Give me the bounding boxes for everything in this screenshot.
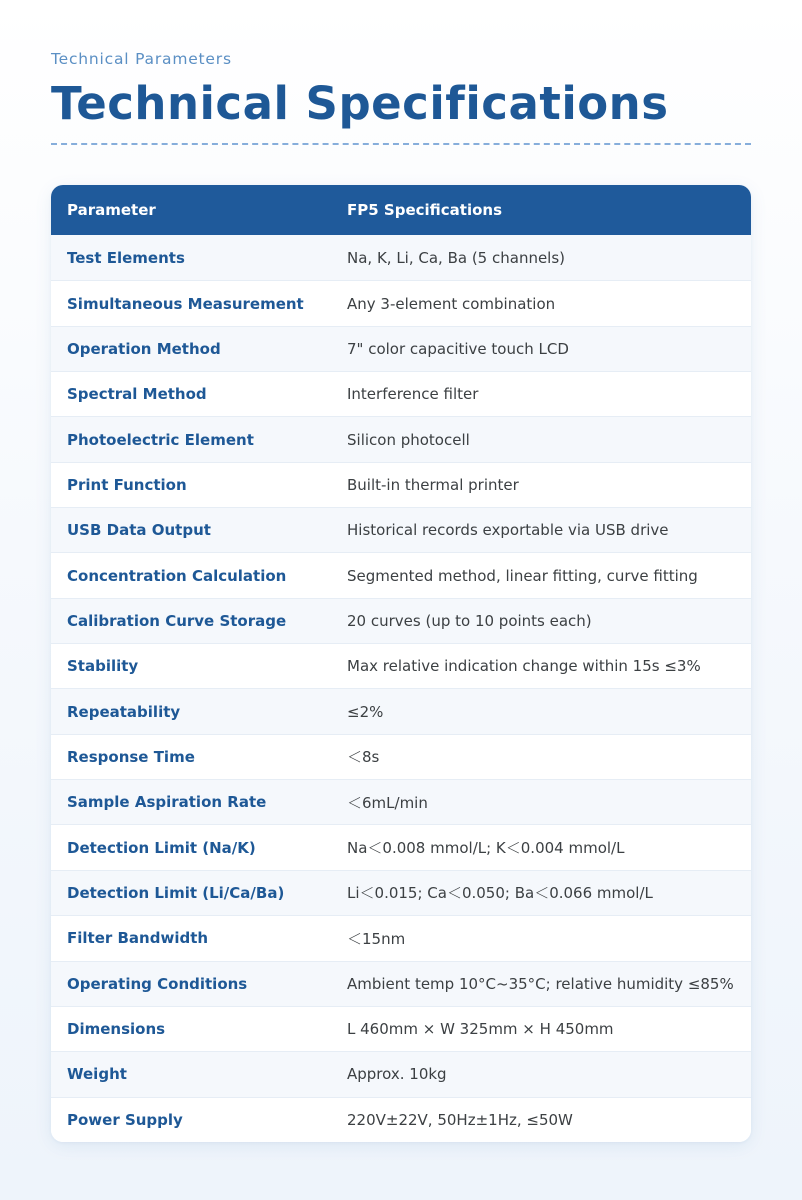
specification-cell: ＜6mL/min: [347, 793, 428, 812]
table-row: [51, 1051, 751, 1096]
spec-table: [51, 185, 751, 1142]
table-header: [51, 185, 751, 235]
table-row: [51, 688, 751, 733]
parameter-cell: Weight: [67, 1065, 127, 1084]
specification-cell: Na＜0.008 mmol/L; K＜0.004 mmol/L: [347, 839, 625, 858]
specification-cell: ≤2%: [347, 702, 384, 721]
parameter-cell: Photoelectric Element: [67, 430, 254, 449]
specification-cell: Approx. 10kg: [347, 1065, 447, 1084]
parameter-cell: Spectral Method: [67, 385, 207, 404]
parameter-cell: Power Supply: [67, 1110, 183, 1129]
table-row: [51, 371, 751, 416]
specification-cell: 7" color capacitive touch LCD: [347, 339, 569, 358]
parameter-cell: Calibration Curve Storage: [67, 611, 287, 630]
table-row: [51, 643, 751, 688]
eyebrow-label: Technical Parameters: [51, 50, 232, 68]
parameter-cell: Detection Limit (Na/K): [67, 838, 256, 857]
parameter-cell: Print Function: [67, 475, 187, 494]
specification-cell: L 460mm × W 325mm × H 450mm: [347, 1020, 614, 1039]
parameter-cell: Filter Bandwidth: [67, 929, 209, 948]
specification-cell: Any 3-element combination: [347, 294, 556, 313]
parameter-cell: Response Time: [67, 747, 195, 766]
table-row: [51, 507, 751, 552]
table-row: [51, 961, 751, 1006]
table-row: [51, 870, 751, 915]
specification-cell: Segmented method, linear fitting, curve fitting: [347, 566, 698, 585]
specification-cell: Ambient temp 10°C~35°C; relative humidity ≤85%: [347, 974, 734, 993]
parameter-cell: Dimensions: [67, 1020, 166, 1039]
dashed-divider: [51, 143, 751, 145]
specification-cell: Silicon photocell: [347, 430, 470, 449]
table-row: [51, 552, 751, 597]
table-row: [51, 280, 751, 325]
column-header-parameter: Parameter: [67, 201, 156, 219]
specification-cell: Max relative indication change within 15s ≤3%: [347, 657, 701, 676]
parameter-cell: Stability: [67, 657, 139, 676]
specification-cell: Built-in thermal printer: [347, 475, 519, 494]
page-header: [51, 48, 751, 132]
table-row: [51, 326, 751, 371]
specification-cell: 220V±22V, 50Hz±1Hz, ≤50W: [347, 1110, 573, 1129]
table-row: [51, 1097, 751, 1142]
parameter-cell: Test Elements: [67, 248, 185, 267]
parameter-cell: Detection Limit (Li/Ca/Ba): [67, 883, 285, 902]
specification-cell: Interference filter: [347, 385, 479, 404]
table-body: [51, 235, 751, 1142]
parameter-cell: Concentration Calculation: [67, 566, 287, 585]
specification-cell: Na, K, Li, Ca, Ba (5 channels): [347, 248, 566, 267]
specification-cell: ＜8s: [347, 748, 380, 767]
table-row: [51, 235, 751, 280]
parameter-cell: USB Data Output: [67, 521, 211, 540]
specification-cell: Li＜0.015; Ca＜0.050; Ba＜0.066 mmol/L: [347, 884, 653, 903]
table-row: [51, 915, 751, 960]
table-row: [51, 598, 751, 643]
column-header-specifications: FP5 Specifications: [347, 201, 503, 219]
parameter-cell: Operating Conditions: [67, 974, 248, 993]
parameter-cell: Simultaneous Measurement: [67, 294, 304, 313]
specification-cell: ＜15nm: [347, 929, 406, 948]
parameter-cell: Repeatability: [67, 702, 181, 721]
specification-cell: 20 curves (up to 10 points each): [347, 611, 592, 630]
parameter-cell: Sample Aspiration Rate: [67, 793, 267, 812]
specification-cell: Historical records exportable via USB drive: [347, 521, 669, 540]
parameter-cell: Operation Method: [67, 339, 221, 358]
page-title: Technical Specifications: [51, 77, 669, 130]
table-row: [51, 734, 751, 779]
table-row: [51, 462, 751, 507]
table-row: [51, 1006, 751, 1051]
table-row: [51, 416, 751, 461]
table-row: [51, 824, 751, 869]
table-row: [51, 779, 751, 824]
